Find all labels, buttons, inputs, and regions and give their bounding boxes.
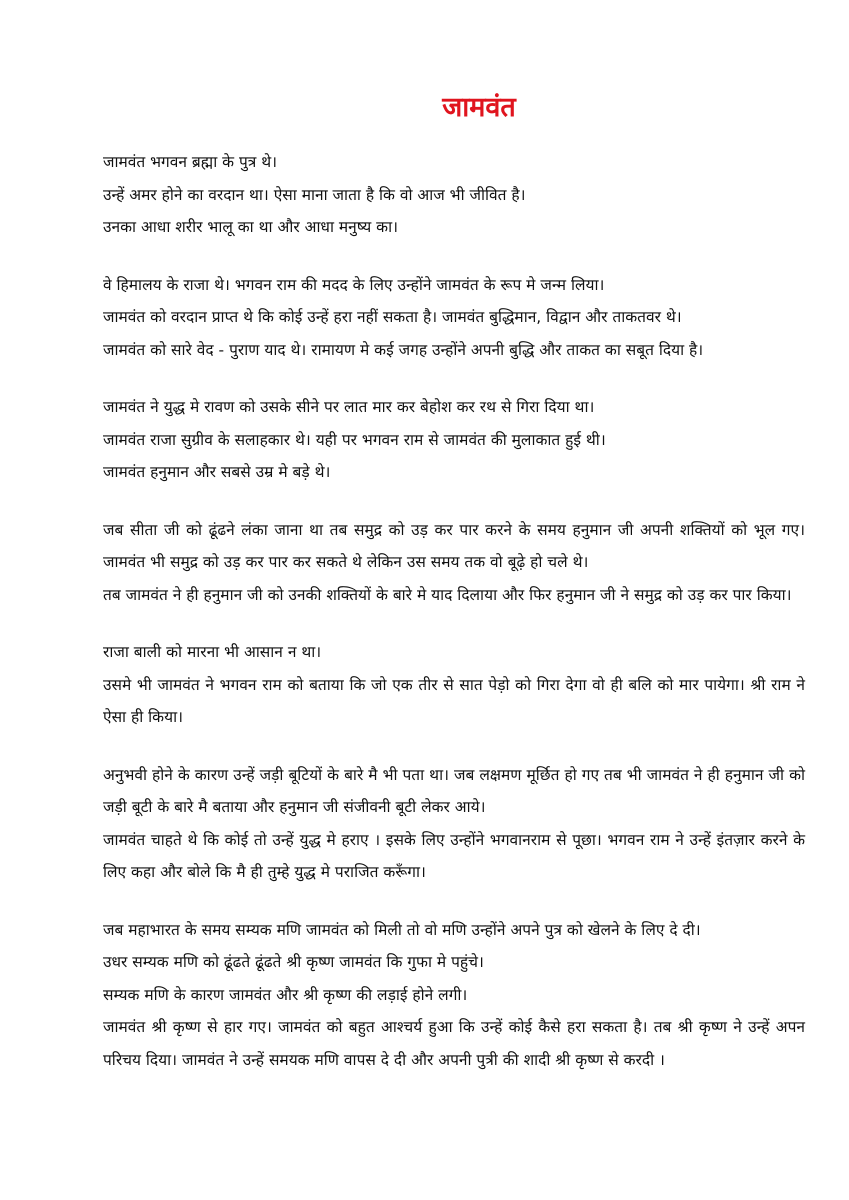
text-line: जामवंत श्री कृष्ण से हार गए। जामवंत को बहुत आश्चर्य हुआ कि उन्हें कोई कैसे हरा सकता है। तब श्री कृष्ण ने उन्हें अपन परिचय दिया। जामवंत ने उन्हें समयक मणि वापस दे दी और अपनी पुत्री की शादी श्री कृष्ण से करदी । [103, 1018, 805, 1069]
text-line: जब सीता जी को ढूंढने लंका जाना था तब समुद्र को उड़ कर पार करने के समय हनुमान जी अपनी शक्तियों को भूल गए। जामवंत भी समुद्र को उड़ कर पार कर सकते थे लेकिन उस समय तक वो बूढ़े हो चले थे। [103, 520, 805, 571]
text-line: उसमे भी जामवंत ने भगवन राम को बताया कि जो एक तीर से सात पेड़ो को गिरा देगा वो ही बलि को मार पायेगा। श्री राम ने ऐसा ही किया। [103, 675, 805, 726]
paragraph-block [103, 269, 805, 367]
text-line: वे हिमालय के राजा थे। भगवन राम की मदद के लिए उन्होंने जामवंत के रूप मे जन्म लिया। [103, 275, 605, 294]
paragraph-block [103, 514, 805, 612]
text-line: उन्हें अमर होने का वरदान था। ऐसा माना जाता है कि वो आज भी जीवित है। [103, 185, 526, 204]
text-line: जामवंत ने युद्ध मे रावण को उसके सीने पर लात मार कर बेहोश कर रथ से गिरा दिया था। [103, 398, 595, 416]
text-line: उनका आधा शरीर भालू का था और आधा मनुष्य का। [103, 218, 398, 236]
text-line: जामवंत राजा सुग्रीव के सलाहकार थे। यही पर भगवन राम से जामवंत की मुलाकात हुई थी। [103, 430, 606, 449]
paragraph-block [103, 146, 805, 244]
text-line: जामवंत चाहते थे कि कोई तो उन्हें युद्ध मे हराए । इसके लिए उन्होंने भगवानराम से पूछा। भगवन राम ने उन्हें इंतज़ार करने के लिए कहा और बोले कि मै ही तुम्हे युद्ध मे पराजित करूँगा। [103, 830, 805, 881]
text-line: सम्यक मणि के कारण जामवंत और श्री कृष्ण की लड़ाई होने लगी। [103, 985, 468, 1004]
paragraph-block [103, 636, 805, 734]
text-line: अनुभवी होने के कारण उन्हें जड़ी बूटियों के बारे मै भी पता था। जब लक्षमण मूर्छित हो गए तब भी जामवंत ने ही हनुमान जी को जड़ी बूटी के बारे मै बताया और हनुमान जी संजीवनी बूटी लेकर आये। [103, 765, 805, 816]
document-title: जामवंत [442, 92, 516, 123]
text-line: उधर सम्यक मणि को ढूंढते ढूंढते श्री कृष्ण जामवंत कि गुफा मे पहुंचे। [103, 953, 484, 971]
text-line: जामवंत को वरदान प्राप्त थे कि कोई उन्हें हरा नहीं सकता है। जामवंत बुद्धिमान, विद्वान और ताकतवर थे। [103, 308, 682, 326]
paragraph-block [103, 759, 805, 889]
text-line: जब महाभारत के समय सम्यक मणि जामवंत को मिली तो वो मणि उन्होंने अपने पुत्र को खेलने के लिए दे दी। [103, 920, 701, 939]
paragraph-block [103, 914, 805, 1077]
text-line: जामवंत भगवन ब्रह्मा के पुत्र थे। [103, 153, 278, 171]
text-line: राजा बाली को मारना भी आसान न था। [103, 643, 322, 661]
document-body [103, 146, 805, 1076]
text-line: जामवंत हनुमान और सबसे उम्र मे बड़े थे। [103, 463, 331, 481]
paragraph-block [103, 391, 805, 489]
text-line: तब जामवंत ने ही हनुमान जी को उनकी शक्तियों के बारे मे याद दिलाया और फिर हनुमान जी ने समुद्र को उड़ कर पार किया। [103, 585, 792, 604]
text-line: जामवंत को सारे वेद - पुराण याद थे। रामायण मे कई जगह उन्होंने अपनी बुद्धि और ताकत का सबूत दिया है। [103, 340, 704, 359]
